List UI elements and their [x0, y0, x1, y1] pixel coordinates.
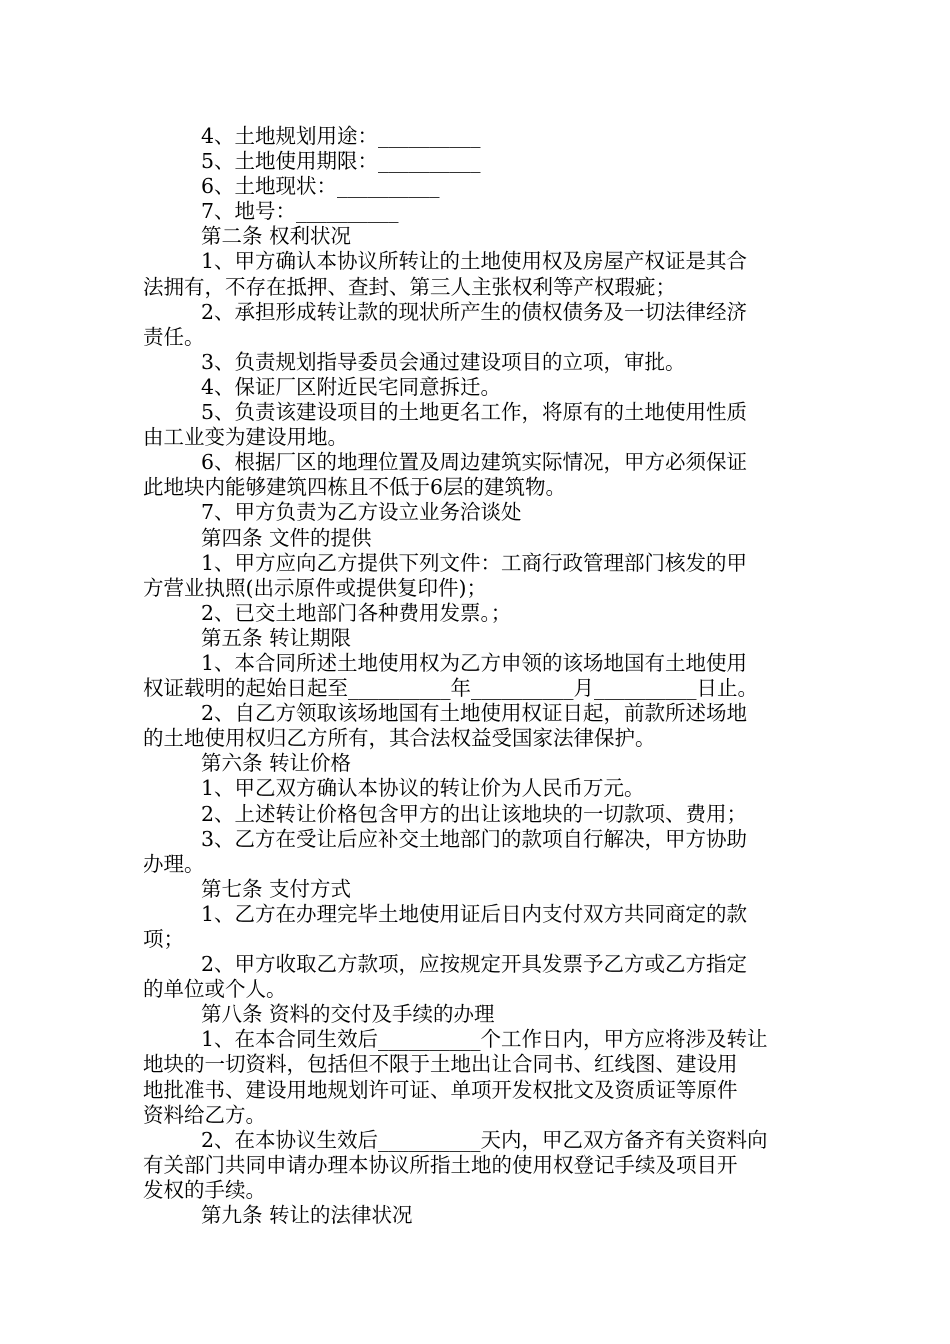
document-line: 法拥有，不存在抵押、查封、第三人主张权利等产权瑕疵；: [143, 274, 676, 299]
document-line: 第九条 转让的法律状况: [201, 1203, 413, 1228]
document-line: 2、甲方收取乙方款项，应按规定开具发票予乙方或乙方指定: [201, 952, 748, 977]
document-line: 第四条 文件的提供: [201, 525, 372, 550]
document-line: 4、保证厂区附近民宅同意拆迁。: [201, 374, 502, 399]
document-line: 第八条 资料的交付及手续的办理: [201, 1002, 495, 1027]
document-line: 地块的一切资料，包括但不限于土地出让合同书、红线图、建设用: [143, 1052, 738, 1077]
document-line: 4、土地规划用途：__________: [201, 124, 481, 148]
document-line: 的单位或个人。: [143, 977, 287, 1002]
document-line: 6、根据厂区的地理位置及周边建筑实际情况，甲方必须保证: [201, 450, 748, 475]
document-line: 7、甲方负责为乙方设立业务洽谈处: [201, 500, 522, 525]
document-line: 发权的手续。: [143, 1177, 266, 1202]
document-line: 2、自乙方领取该场地国有土地使用权证日起，前款所述场地: [201, 701, 748, 726]
document-line: 2、上述转让价格包含甲方的出让该地块的一切款项、费用；: [201, 801, 748, 826]
document-line: 此地块内能够建筑四栋且不低于6层的建筑物。: [143, 475, 567, 500]
document-line: 2、承担形成转让款的现状所产生的债权债务及一切法律经济: [201, 299, 748, 324]
document-line: 第七条 支付方式: [201, 876, 352, 901]
document-line: 第二条 权利状况: [201, 224, 352, 249]
document-line: 1、在本合同生效后__________个工作日内，甲方应将涉及转让: [201, 1027, 768, 1052]
document-line: 1、本合同所述土地使用权为乙方申领的该场地国有土地使用: [201, 650, 748, 675]
document-line: 权证载明的起始日起至__________年__________月__________日止。: [143, 676, 758, 701]
document-line: 2、在本协议生效后__________天内，甲乙双方备齐有关资料向: [201, 1127, 768, 1152]
document-line: 方营业执照(出示原件或提供复印件)；: [143, 575, 487, 600]
document-line: 有关部门共同申请办理本协议所指土地的使用权登记手续及项目开: [143, 1152, 738, 1177]
document-line: 第六条 转让价格: [201, 751, 352, 776]
document-line: 责任。: [143, 324, 205, 349]
document-line: 地批准书、建设用地规划许可证、单项开发权批文及资质证等原件: [143, 1077, 738, 1102]
document-line: 7、地号：__________: [201, 199, 399, 224]
document-line: 第五条 转让期限: [201, 625, 352, 650]
document-line: 由工业变为建设用地。: [143, 425, 348, 450]
document-line: 1、甲乙双方确认本协议的转让价为人民币万元。: [201, 776, 645, 801]
document-line: 项；: [143, 927, 184, 951]
document-body: [143, 124, 810, 1228]
document-line: 2、已交土地部门各种费用发票。；: [201, 600, 512, 625]
document-line: 6、土地现状：__________: [201, 174, 440, 199]
document-line: 办理。: [143, 851, 205, 876]
document-line: 3、负责规划指导委员会通过建设项目的立项，审批。: [201, 349, 686, 374]
document-line: 3、乙方在受让后应补交土地部门的款项自行解决，甲方协助: [201, 826, 748, 851]
document-line: 5、负责该建设项目的土地更名工作，将原有的土地使用性质: [201, 400, 748, 425]
document-line: 1、甲方应向乙方提供下列文件：工商行政管理部门核发的甲: [201, 550, 748, 575]
document-line: 1、乙方在办理完毕土地使用证后日内支付双方共同商定的款: [201, 901, 748, 926]
document-line: 1、甲方确认本协议所转让的土地使用权及房屋产权证是其合: [201, 249, 748, 274]
document-line: 资料给乙方。: [143, 1102, 266, 1127]
document-line: 的土地使用权归乙方所有，其合法权益受国家法律保护。: [143, 726, 656, 751]
document-line: 5、土地使用期限：__________: [201, 149, 481, 174]
